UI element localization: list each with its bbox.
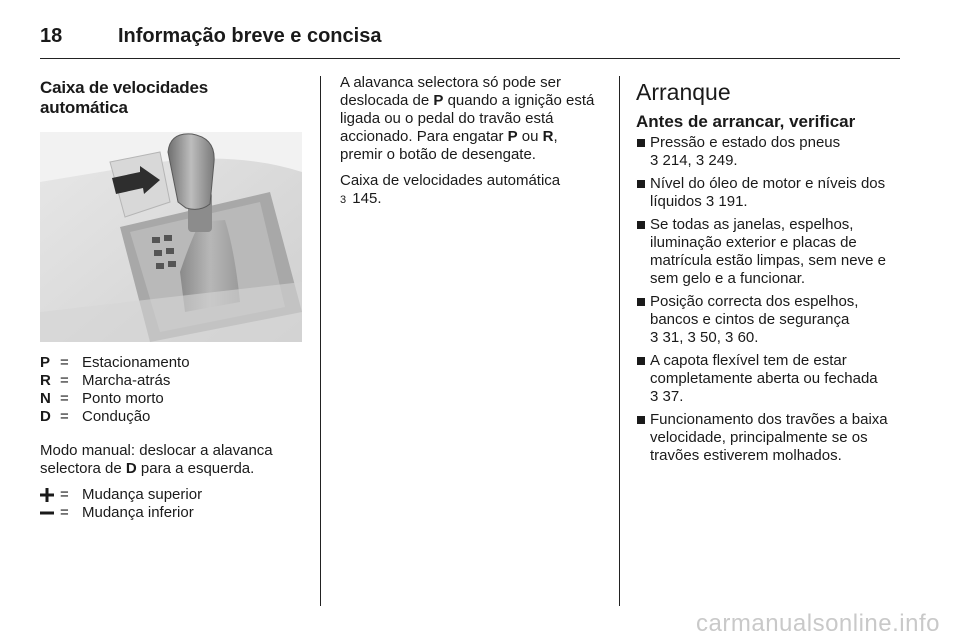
list-item: A capota flexível tem de estar completamente aberta ou fechada 3 37. [636, 352, 902, 406]
page-reference-link[interactable]: 3 31, 3 50, 3 60. [650, 329, 759, 346]
gear-legend [40, 354, 302, 426]
checklist [636, 134, 902, 465]
cross-reference-paragraph: Caixa de velocidades automática 3 145. [340, 172, 561, 207]
column-divider-1 [320, 76, 321, 606]
manual-legend [40, 486, 302, 522]
section-heading-line1: Caixa de velocidades [40, 78, 208, 97]
legend-row-d: D = Condução [40, 408, 151, 425]
header-rule [40, 58, 900, 59]
page-reference-link[interactable]: 3 214, 3 249. [650, 152, 738, 169]
section-heading-automatic [40, 78, 302, 118]
bullet-icon [637, 298, 645, 306]
column-divider-2 [619, 76, 620, 606]
list-item: Nível do óleo de motor e níveis dos líquidos 3 191. [636, 175, 902, 211]
minus-icon [40, 504, 60, 522]
column-3 [636, 74, 902, 470]
bullet-icon [637, 221, 645, 229]
watermark: carmanualsonline.info [696, 610, 940, 637]
bullet-icon [637, 357, 645, 365]
list-item: Pressão e estado dos pneus 3 214, 3 249. [636, 134, 902, 170]
manual-mode-text: Modo manual: deslocar a alavanca selectora de D para a esquerda. [40, 442, 273, 477]
legend-row-downshift: = Mudança inferior [40, 504, 302, 522]
bullet-icon [637, 416, 645, 424]
selector-lever-paragraph: A alavanca selectora só pode ser deslocada de P quando a ignição está ligada ou o pedal do travão está accionado. Para engatar P ou R, premir o botão de desengate. [340, 74, 595, 163]
legend-row-n: N = Ponto morto [40, 390, 164, 407]
page-reference-link[interactable]: 145. [352, 190, 382, 207]
legend-row-p: P = Estacionamento [40, 354, 190, 371]
plus-icon [40, 486, 60, 504]
page-number: 18 [40, 24, 63, 47]
bullet-icon [637, 180, 645, 188]
page-reference-link[interactable]: 3 191. [705, 193, 748, 210]
page-header [40, 16, 900, 56]
page-title: Informação breve e concisa [118, 24, 382, 47]
list-item: Posição correcta dos espelhos, bancos e cintos de segurança 3 31, 3 50, 3 60. [636, 293, 902, 347]
column-1 [40, 74, 302, 538]
legend-row-r: R = Marcha-atrás [40, 372, 171, 389]
subsection-title: Antes de arrancar, verificar [636, 112, 856, 131]
list-item: Se todas as janelas, espelhos, iluminação exterior e placas de matrícula estão limpas, sem neve e sem gelo e a funcionar. [636, 216, 902, 288]
bullet-icon [637, 139, 645, 147]
legend-row-upshift: = Mudança superior [40, 486, 302, 504]
reference-arrow-icon: 3 [340, 194, 347, 206]
section-heading-line2: automática [40, 98, 128, 117]
section-title-arranque: Arranque [636, 79, 731, 105]
list-item: Funcionamento dos travões a baixa velocidade, principalmente se os travões estiverem molhados. [636, 411, 902, 465]
gear-selector-illustration [40, 132, 302, 342]
page-reference-link[interactable]: 3 37. [650, 388, 684, 405]
column-2 [340, 74, 604, 217]
